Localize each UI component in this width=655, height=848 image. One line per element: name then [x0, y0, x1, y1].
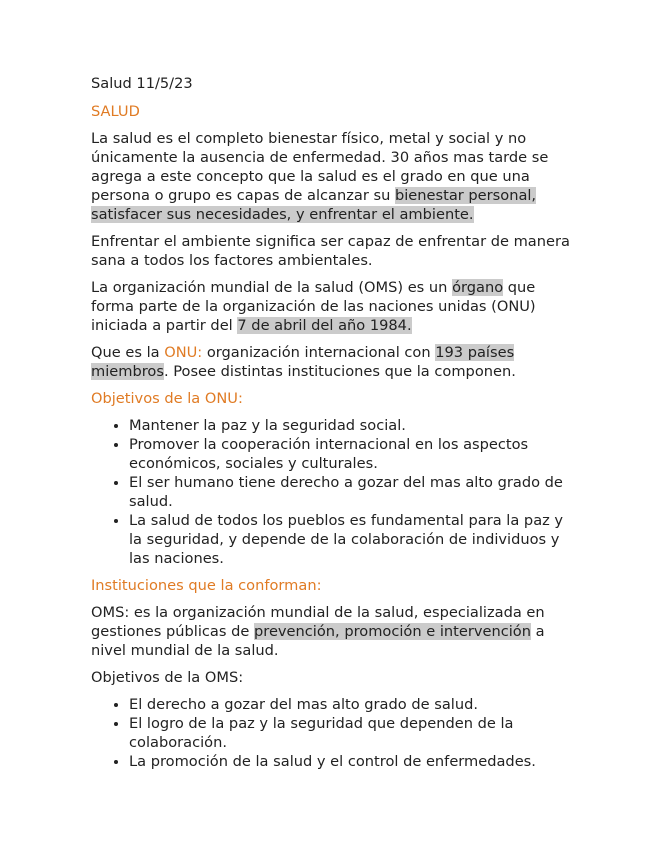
paragraph-oms-definition [91, 603, 571, 660]
list-item: • El logro de la paz y la seguridad que dependen de la colaboración. [129, 714, 571, 752]
list-item: • Promover la cooperación internacional en los aspectos económicos, sociales y culturales. [129, 435, 571, 473]
onu-term: ONU: [164, 344, 203, 361]
section-heading-objetivos-onu: Objetivos de la ONU: [91, 390, 243, 407]
paragraph-ambiente: Enfrentar el ambiente significa ser capaz de enfrentar de manera sana a todos los factores ambientales. [91, 233, 570, 269]
highlighted-text: 7 de abril del año 1984. [237, 317, 412, 334]
highlighted-text: órgano [452, 279, 504, 296]
list-item: • La salud de todos los pueblos es fundamental para la paz y la seguridad, y depende de la colaboración de individuos y las naciones. [129, 511, 571, 568]
highlighted-text: bienestar personal, satisfacer sus necesidades, y enfrentar el ambiente. [91, 187, 537, 223]
list-item: • Mantener la paz y la seguridad social. [129, 416, 571, 435]
section-heading-instituciones: Instituciones que la conforman: [91, 577, 322, 594]
list-item: • El derecho a gozar del mas alto grado de salud. [129, 695, 571, 714]
paragraph-text: a nivel mundial de la salud. [91, 623, 545, 659]
paragraph-onu [91, 343, 571, 381]
paragraph-text: organización internacional con [202, 344, 436, 361]
note-date: Salud 11/5/23 [91, 75, 193, 92]
highlighted-text: prevención, promoción e intervención [254, 623, 531, 640]
subheading-objetivos-oms: Objetivos de la OMS: [91, 669, 244, 686]
paragraph-text: que forma parte de la organización de las naciones unidas (ONU) iniciada a partir del [91, 279, 536, 334]
paragraph-text: Que es la [91, 344, 165, 361]
list-objetivos-onu [91, 416, 571, 568]
paragraph-text: OMS: es la organización mundial de la salud, especializada en gestiones públicas de [91, 604, 545, 640]
section-title-salud: SALUD [91, 103, 140, 120]
paragraph-text: La salud es el completo bienestar físico, metal y social y no únicamente la ausencia de enfermedad. 30 años mas tarde se agrega a este concepto que la salud es el grado en que una persona o grupo es capas de alcanzar su [91, 130, 549, 204]
document-body [91, 74, 571, 779]
list-item: • La promoción de la salud y el control de enfermedades. [129, 752, 571, 771]
paragraph-oms [91, 278, 571, 335]
paragraph-text: La organización mundial de la salud (OMS) es un [91, 279, 453, 296]
paragraph-definition [91, 129, 571, 224]
highlighted-text: 193 países miembros [91, 344, 515, 380]
list-objetivos-oms [91, 695, 571, 771]
list-item: • El ser humano tiene derecho a gozar del mas alto grado de salud. [129, 473, 571, 511]
paragraph-text: . Posee distintas instituciones que la componen. [163, 363, 516, 380]
